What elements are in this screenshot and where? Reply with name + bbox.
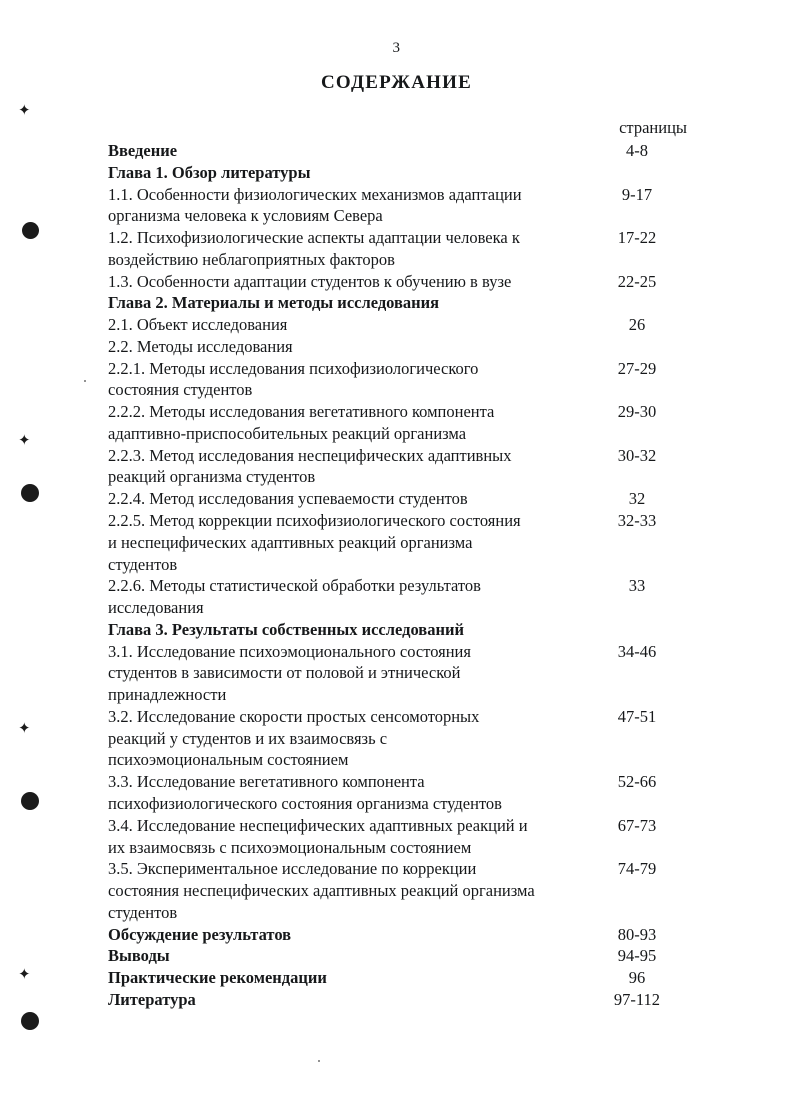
toc-entry-continuation [108,749,693,771]
toc-entry-continuation [108,379,693,401]
toc-entry-label: состояния неспецифических адаптивных реакций организма [108,881,535,901]
toc-entry-continuation [108,902,693,924]
toc-entry [108,401,693,423]
toc-entry-pages: 33 [628,576,646,596]
toc-entry-label: 2.2.3. Метод исследования неспецифических адаптивных [108,445,512,465]
toc-entry [108,445,693,467]
toc-entry-pages: 74-79 [617,859,657,879]
toc-entry [108,967,693,989]
toc-entry-label: Глава 3. Результаты собственных исследований [108,619,464,639]
toc-entry-pages: 96 [628,968,646,988]
page-title: СОДЕРЖАНИЕ [321,72,472,93]
toc-entry-pages: 27-29 [617,358,657,378]
toc-entry-label: студентов в зависимости от половой и этнической [108,663,461,683]
toc-entry-label: реакций у студентов и их взаимосвязь с [108,728,388,748]
toc-entry [108,271,693,293]
toc-entry-label: их взаимосвязь с психоэмоциональным состоянием [108,837,472,857]
binding-hole [21,484,39,502]
toc-entry-pages: 29-30 [617,402,657,422]
toc-entry [108,924,693,946]
toc-entry-label: 1.1. Особенности физиологических механизмов адаптации [108,184,522,204]
toc-entry-label: 2.1. Объект исследования [108,315,288,335]
toc-entry [108,162,693,184]
toc-entry-pages: 47-51 [617,706,657,726]
toc-entry [108,989,693,1011]
toc-entry-label: 2.2. Методы исследования [108,336,293,356]
toc-entry-label: организма человека к условиям Севера [108,206,383,226]
scan-artifact-mark: ✦ [18,103,31,119]
table-of-contents [108,118,693,1011]
scan-speck [84,380,86,382]
binding-hole [21,1012,39,1030]
toc-entry [108,641,693,663]
binding-hole [22,222,39,239]
scan-artifact-mark: ✦ [18,721,31,737]
toc-entry-label: реакций организма студентов [108,467,316,487]
toc-entry [108,619,693,641]
toc-entry-label: Литература [108,989,196,1009]
binding-hole [21,792,39,810]
toc-entry [108,706,693,728]
toc-entry-pages: 67-73 [617,815,657,835]
toc-entry-label: 2.2.6. Методы статистической обработки результатов [108,576,481,596]
toc-entry-pages: 80-93 [617,924,657,944]
toc-entry-continuation [108,554,693,576]
toc-entry-pages: 17-22 [617,228,657,248]
toc-entry-continuation [108,597,693,619]
toc-entry-continuation [108,793,693,815]
toc-entry-continuation [108,423,693,445]
toc-entry-pages: 32 [628,489,646,509]
toc-entry [108,858,693,880]
toc-entry-continuation [108,662,693,684]
toc-entry-continuation [108,837,693,859]
toc-entry-label: 2.2.1. Методы исследования психофизиологического [108,358,479,378]
toc-entry-continuation [108,249,693,271]
toc-entry [108,227,693,249]
toc-entry-pages: 52-66 [617,772,657,792]
toc-entry [108,945,693,967]
scan-artifact-mark: ✦ [18,967,31,983]
toc-entry-pages: 32-33 [617,511,657,531]
toc-entry [108,336,693,358]
toc-entry-pages: 9-17 [621,184,653,204]
toc-entry-pages: 97-112 [613,989,661,1009]
toc-entry [108,815,693,837]
toc-entry-continuation [108,684,693,706]
toc-entry-pages: 4-8 [626,141,648,160]
toc-entry [108,358,693,380]
toc-entry-label: Обсуждение результатов [108,924,292,944]
toc-entry-continuation [108,466,693,488]
toc-entry [108,140,693,162]
toc-entry-label: Глава 1. Обзор литературы [108,162,311,182]
toc-entry-label: 3.5. Экспериментальное исследование по коррекции [108,859,477,879]
toc-row-list [108,140,693,1011]
toc-entry-label: 3.1. Исследование психоэмоционального состояния [108,641,471,661]
toc-entry-label: Глава 2. Материалы и методы исследования [108,293,440,313]
toc-entry-label: и неспецифических адаптивных реакций организма [108,532,473,552]
toc-entry-continuation [108,532,693,554]
pages-column-header: страницы [619,118,687,137]
toc-entry-continuation [108,728,693,750]
toc-entry [108,488,693,510]
toc-entry-label: состояния студентов [108,380,253,400]
page-number: 3 [392,40,401,56]
toc-entry-label: студентов [108,902,178,922]
toc-entry-label: принадлежности [108,685,227,705]
toc-entry-label: Практические рекомендации [108,968,327,988]
toc-entry-label: 2.2.5. Метод коррекции психофизиологического состояния [108,511,521,531]
toc-entry [108,314,693,336]
toc-entry [108,771,693,793]
scan-artifact-mark: ✦ [18,433,31,449]
toc-entry-pages: 26 [628,315,646,335]
toc-entry-label: психоэмоциональным состоянием [108,750,349,770]
scan-speck [318,1060,320,1062]
toc-entry-label: психофизиологического состояния организма студентов [108,793,502,813]
toc-entry-pages: 34-46 [617,641,657,661]
toc-entry-pages: 22-25 [617,271,657,291]
toc-entry-label: воздействию неблагоприятных факторов [108,249,395,269]
toc-entry-continuation [108,880,693,902]
toc-entry-pages: 94-95 [617,946,657,966]
toc-entry-continuation [108,205,693,227]
toc-entry-label: Выводы [108,946,170,966]
toc-entry-label: адаптивно-приспособительных реакций организма [108,423,467,443]
toc-entry-label: 3.3. Исследование вегетативного компонента [108,772,425,792]
toc-entry-label: Введение [108,141,178,160]
toc-entry-label: студентов [108,554,178,574]
toc-entry [108,575,693,597]
toc-entry-label: 2.2.2. Методы исследования вегетативного компонента [108,402,495,422]
toc-entry-label: 1.3. Особенности адаптации студентов к обучению в вузе [108,271,512,291]
toc-entry [108,292,693,314]
toc-entry [108,184,693,206]
toc-entry-pages: 30-32 [617,445,657,465]
toc-entry-label: 3.4. Исследование неспецифических адаптивных реакций и [108,815,528,835]
toc-entry-label: 3.2. Исследование скорости простых сенсомоторных [108,706,480,726]
toc-entry [108,510,693,532]
toc-entry-label: 1.2. Психофизиологические аспекты адаптации человека к [108,228,520,248]
toc-entry-label: исследования [108,598,204,618]
toc-entry-label: 2.2.4. Метод исследования успеваемости студентов [108,489,468,509]
